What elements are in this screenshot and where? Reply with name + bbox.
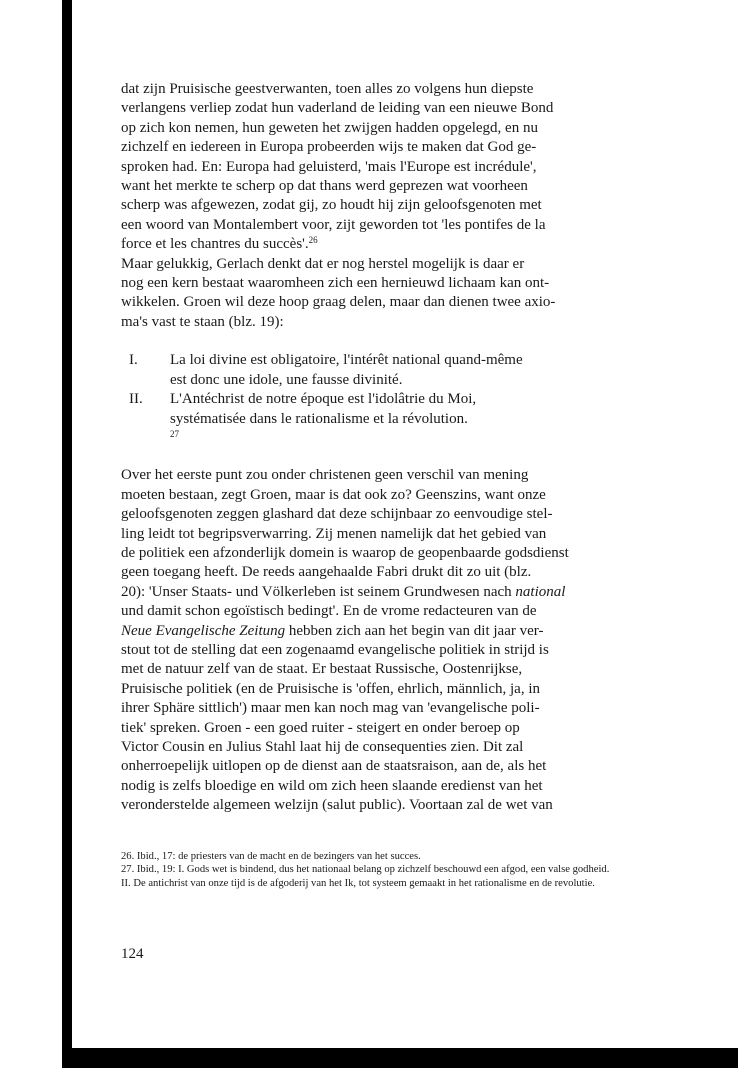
paragraph-1 <box>121 80 637 255</box>
text-line: veronderstelde algemeen welzijn (salut public). Voortaan zal de wet van <box>121 797 553 814</box>
text-line: L'Antéchrist de notre époque est l'idolâtrie du Moi, <box>170 391 477 408</box>
text-line: want het merkte te scherp op dat thans werd geprezen wat voorheen <box>121 178 528 195</box>
text-line: La loi divine est obligatoire, l'intérêt national quand-même <box>170 352 523 369</box>
footnote-27-part-2: II. De antichrist van onze tijd is de afgoderij van het Ik, tot systeem gemaakt in het rationalisme en de revolutie. <box>121 877 595 889</box>
text-line: ma's vast te staan (blz. 19): <box>121 313 284 330</box>
text-line: und damit schon egoïstisch bedingt'. En de vrome redacteuren van de <box>121 603 537 620</box>
text-line: stout tot de stelling dat een zogenaamd evangelische politiek in strijd is <box>121 641 549 658</box>
footnote-ref-27: 27 <box>170 428 179 439</box>
axiom-text <box>170 390 590 448</box>
text-line: met de natuur zelf van de staat. Er bestaat Russische, Oostenrijkse, <box>121 661 523 678</box>
text-line: een woord van Montalembert voor, zijt geworden tot 'les pontifes de la <box>121 216 546 233</box>
text-line: Pruisische politiek (en de Pruisische is 'offen, ehrlich, männlich, ja, in <box>121 680 541 697</box>
paragraph-3 <box>121 466 637 815</box>
axiom-number: I. <box>129 352 138 369</box>
italic-title: Neue Evangelische Zeitung <box>121 622 286 639</box>
text-line <box>121 622 637 641</box>
text-segment: force et les chantres du succès'. <box>121 236 309 253</box>
text-line <box>121 583 637 602</box>
text-line: zichzelf en iedereen in Europa probeerden wijs te maken dat God ge- <box>121 139 537 156</box>
footnotes <box>121 850 637 890</box>
text-line: de politiek een afzonderlijk domein is waarop de geopenbaarde godsdienst <box>121 544 569 561</box>
text-line: Victor Cousin en Julius Stahl laat hij de consequenties zien. Dit zal <box>121 739 524 755</box>
text-line <box>121 235 637 254</box>
text-line: op zich kon nemen, hun geweten het zwijgen hadden opgelegd, en nu <box>121 119 538 136</box>
page-number: 124 <box>121 946 144 962</box>
paragraph-2 <box>121 255 637 333</box>
axiom-text <box>170 351 590 390</box>
text-line: dat zijn Pruisische geestverwanten, toen alles zo volgens hun diepste <box>121 81 534 97</box>
text-line: verlangens verliep zodat hun vaderland de leiding van een nieuwe Bond <box>121 100 554 117</box>
footnote-27: 27. Ibid., 19: I. Gods wet is bindend, dus het nationaal belang op zichzelf beschouwd een afgod, een valse godheid. <box>121 864 610 876</box>
text-line: ihrer Sphäre sittlich') maar men kan noch mag van 'evangelische poli- <box>121 700 540 717</box>
text-line: scherp was afgewezen, zodat gij, zo houdt hij zijn geloofsgenoten met <box>121 197 542 214</box>
text-line: sproken had. En: Europa had geluisterd, 'mais l'Europe est incrédule', <box>121 158 537 175</box>
text-segment: systématisée dans le rationalisme et la révolution. <box>170 410 468 427</box>
text-line: tiek' spreken. Groen - een goed ruiter - steigert en onder beroep op <box>121 719 520 736</box>
page-body <box>121 80 637 816</box>
axiom-list <box>121 351 637 448</box>
text-line <box>170 410 590 449</box>
text-line: wikkelen. Groen wil deze hoop graag delen, maar dan dienen twee axio- <box>121 294 556 311</box>
text-line: Maar gelukkig, Gerlach denkt dat er nog herstel mogelijk is daar er <box>121 255 525 272</box>
text-line: geen toegang heeft. De reeds aangehaalde Fabri drukt dit zo uit (blz. <box>121 564 532 581</box>
text-segment: hebben zich aan het begin van dit jaar ver- <box>285 622 544 639</box>
text-line: geloofsgenoten zeggen glashard dat deze schijnbaar zo eenvoudige stel- <box>121 506 553 523</box>
italic-term: national <box>515 583 566 600</box>
text-line: onherroepelijk uitlopen op de dienst aan de staatsraison, aan de, als het <box>121 758 547 775</box>
scan-edge-bottom <box>62 1048 738 1068</box>
text-segment: 20): 'Unser Staats- und Völkerleben ist seinem Grundwesen nach <box>121 583 516 600</box>
text-line: ling leidt tot begripsverwarring. Zij menen namelijk dat het gebied van <box>121 525 547 542</box>
text-line: nog een kern bestaat waaromheen zich een hernieuwd lichaam kan ont- <box>121 275 550 292</box>
axiom-item <box>121 351 637 390</box>
axiom-number: II. <box>129 391 143 408</box>
text-line: nodig is zelfs bloedige en wild om zich heen slaande eredienst van het <box>121 777 543 794</box>
footnote-26: 26. Ibid., 17: de priesters van de macht en de bezingers van het succes. <box>121 851 421 862</box>
footnote-ref-26: 26 <box>308 235 318 246</box>
text-line: Over het eerste punt zou onder christenen geen verschil van mening <box>121 467 529 484</box>
text-line: moeten bestaan, zegt Groen, maar is dat ook zo? Geenszins, want onze <box>121 486 546 503</box>
scan-edge-left <box>62 0 72 1068</box>
axiom-item <box>121 390 637 448</box>
text-line: est donc une idole, une fausse divinité. <box>170 371 403 388</box>
